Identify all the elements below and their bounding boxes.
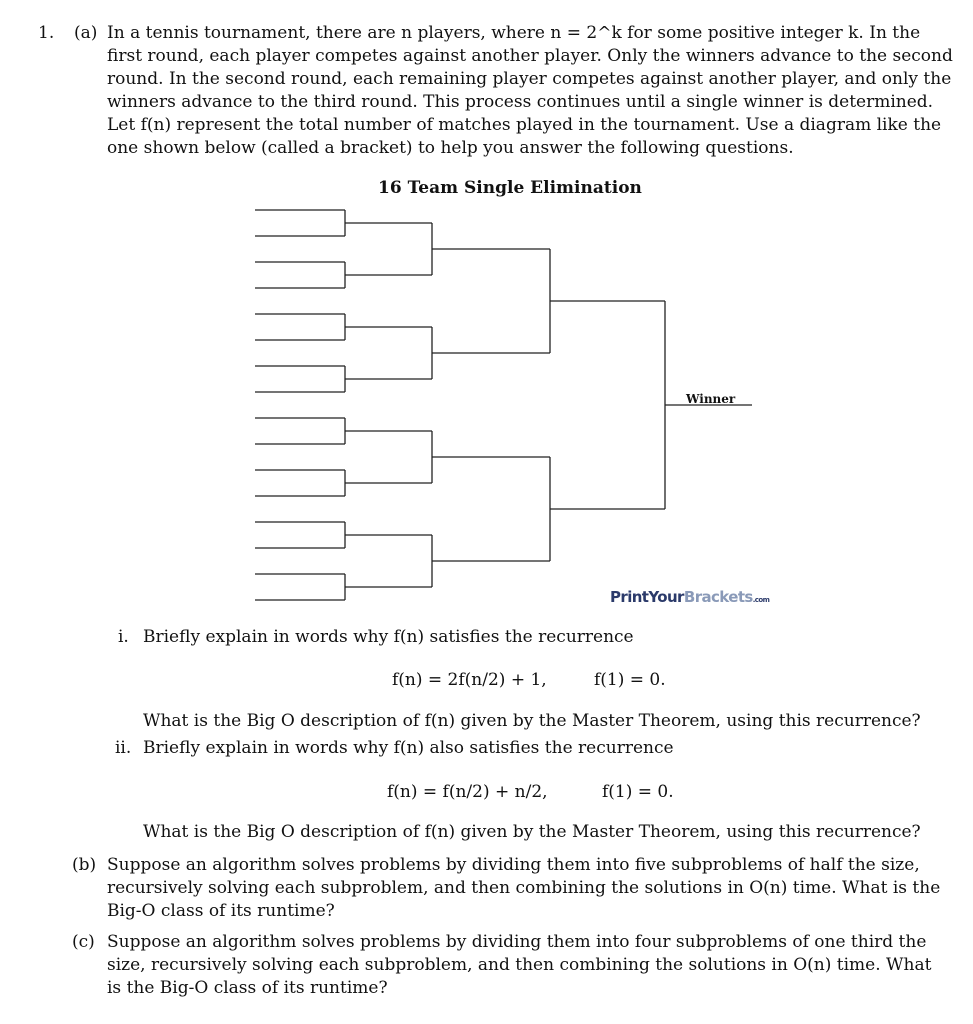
- sub-i-base: f(1) = 0.: [594, 670, 666, 690]
- sub-ii-equation: f(n) = f(n/2) + n/2,: [387, 782, 548, 802]
- sub-ii-question: What is the Big O description of f(n) given by the Master Theorem, using this recurrence?: [143, 822, 921, 842]
- sub-ii-base: f(1) = 0.: [602, 782, 674, 802]
- winner-label: Winner: [686, 392, 736, 406]
- part-a-line-3: round. In the second round, each remaining player competes against another player, and only the: [107, 69, 952, 89]
- part-a-line-4: winners advance to the third round. This process continues until a single winner is determined.: [107, 92, 934, 112]
- bracket-title: 16 Team Single Elimination: [378, 178, 642, 198]
- part-a-line-5: Let f(n) represent the total number of matches played in the tournament. Use a diagram like the: [107, 115, 942, 135]
- part-a-line-1: In a tennis tournament, there are n players, where n = 2^k for some positive integer k. In the: [107, 23, 921, 43]
- sub-ii-label: ii.: [115, 738, 132, 758]
- part-b-line-2: recursively solving each subproblem, and then combining the solutions in O(n) time. What is the: [107, 878, 941, 898]
- sub-i-question: What is the Big O description of f(n) given by the Master Theorem, using this recurrence?: [143, 711, 921, 731]
- printyourbrackets-logo: PrintYourBrackets.com: [610, 588, 770, 606]
- part-b-label: (b): [72, 855, 97, 875]
- part-a-line-2: first round, each player competes against another player. Only the winners advance to the second: [107, 46, 953, 66]
- part-b-line-3: Big-O class of its runtime?: [107, 901, 335, 921]
- sub-ii-text: Briefly explain in words why f(n) also satisfies the recurrence: [143, 738, 674, 758]
- part-c-line-1: Suppose an algorithm solves problems by dividing them into four subproblems of one third the: [107, 932, 927, 952]
- part-b-line-1: Suppose an algorithm solves problems by dividing them into five subproblems of half the size,: [107, 855, 920, 875]
- part-a-line-6: one shown below (called a bracket) to help you answer the following questions.: [107, 138, 794, 158]
- sub-i-text: Briefly explain in words why f(n) satisfies the recurrence: [143, 627, 634, 647]
- part-c-label: (c): [72, 932, 95, 952]
- sub-i-label: i.: [118, 627, 129, 647]
- part-a-label: (a): [74, 23, 98, 43]
- problem-number: 1.: [38, 23, 55, 43]
- part-c-line-2: size, recursively solving each subproblem, and then combining the solutions in O(n) time. What: [107, 955, 932, 975]
- part-c-line-3: is the Big-O class of its runtime?: [107, 978, 388, 998]
- sub-i-equation: f(n) = 2f(n/2) + 1,: [392, 670, 547, 690]
